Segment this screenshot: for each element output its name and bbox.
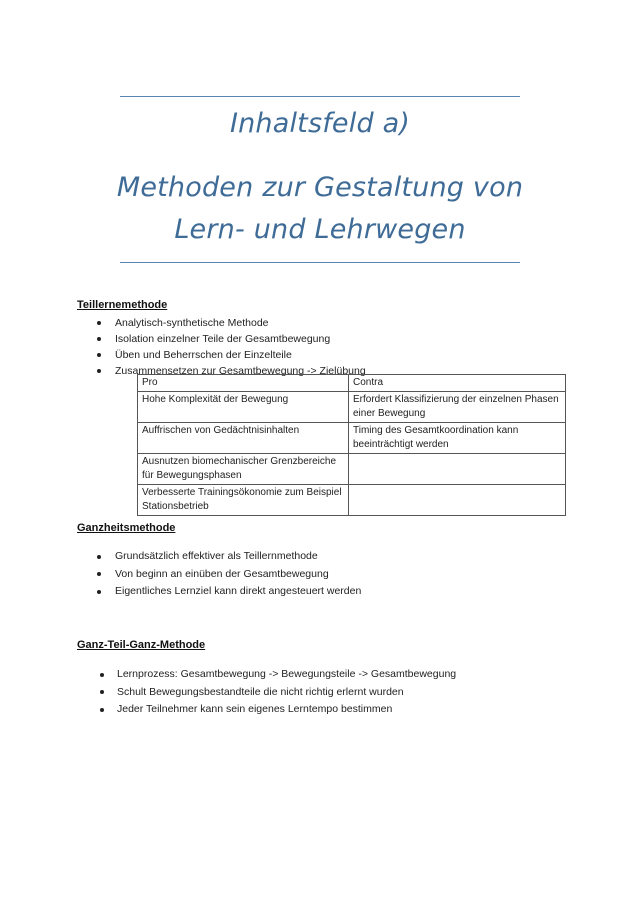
list-item-text: Zusammensetzen zur Gesamtbewegung -> Zielübung (115, 365, 366, 377)
list-item-text: Eigentliches Lernziel kann direkt angesteuert werden (115, 585, 362, 597)
list-item-text: Lernprozess: Gesamtbewegung -> Bewegungsteile -> Gesamtbewegung (117, 668, 457, 680)
teillernemethode-bullet-list (97, 315, 366, 379)
list-item-text: Isolation einzelner Teile der Gesamtbewegung (115, 333, 331, 345)
list-item (97, 315, 366, 331)
table-header-pro: Pro (138, 375, 349, 392)
bullet-icon (97, 321, 101, 325)
table-row (138, 485, 566, 516)
list-item-text: Üben und Beherrschen der Einzelteile (115, 349, 292, 361)
bullet-icon (97, 590, 101, 594)
bullet-icon (97, 555, 101, 559)
table-cell-pro: Ausnutzen biomechanischer Grenzbereiche für Bewegungsphasen (138, 454, 349, 485)
bullet-icon (97, 369, 101, 373)
list-item-text: Analytisch-synthetische Methode (115, 317, 269, 329)
bullet-icon (100, 673, 104, 677)
section-heading-ganzheitsmethode: Ganzheitsmethode (77, 522, 176, 534)
title-line-2: Methoden zur Gestaltung von (116, 172, 524, 203)
title-line-3: Lern- und Lehrwegen (174, 214, 466, 245)
list-item (97, 331, 366, 347)
table-cell-pro: Auffrischen von Gedächtnisinhalten (138, 423, 349, 454)
section-heading-ganz-teil-ganz-methode: Ganz-Teil-Ganz-Methode (77, 639, 206, 651)
list-item (97, 347, 366, 363)
table-cell-contra (349, 485, 566, 516)
list-item-text: Grundsätzlich effektiver als Teillernmethode (115, 550, 318, 562)
pro-contra-table (137, 374, 566, 516)
table-header-contra: Contra (349, 375, 566, 392)
list-item (97, 548, 361, 566)
list-item-text: Jeder Teilnehmer kann sein eigenes Lerntempo bestimmen (117, 703, 393, 715)
table-cell-contra: Timing des Gesamtkoordination kann beeinträchtigt werden (349, 423, 566, 454)
table-row (138, 454, 566, 485)
table-row (138, 423, 566, 454)
list-item (100, 684, 456, 702)
bullet-icon (100, 708, 104, 712)
ganzheitsmethode-bullet-list (97, 548, 361, 601)
bullet-icon (97, 353, 101, 357)
table-cell-contra (349, 454, 566, 485)
title-bottom-rule (120, 262, 520, 263)
bullet-icon (97, 337, 101, 341)
table-cell-pro: Verbesserte Trainingsökonomie zum Beispiel Stationsbetrieb (138, 485, 349, 516)
table-header-row (138, 375, 566, 392)
list-item (100, 701, 456, 719)
title-top-rule (120, 96, 520, 97)
table-row (138, 392, 566, 423)
table-cell-pro: Hohe Komplexität der Bewegung (138, 392, 349, 423)
list-item (97, 566, 361, 584)
ganz-teil-ganz-bullet-list (100, 666, 456, 719)
list-item (100, 666, 456, 684)
table-cell-contra: Erfordert Klassifizierung der einzelnen Phasen einer Bewegung (349, 392, 566, 423)
list-item-text: Von beginn an einüben der Gesamtbewegung (115, 567, 329, 580)
section-heading-teillernemethode: Teillernemethode (77, 299, 168, 311)
list-item (97, 583, 361, 601)
list-item-text: Schult Bewegungsbestandteile die nicht richtig erlernt wurden (117, 685, 404, 698)
title-line-1: Inhaltsfeld a) (229, 108, 411, 139)
